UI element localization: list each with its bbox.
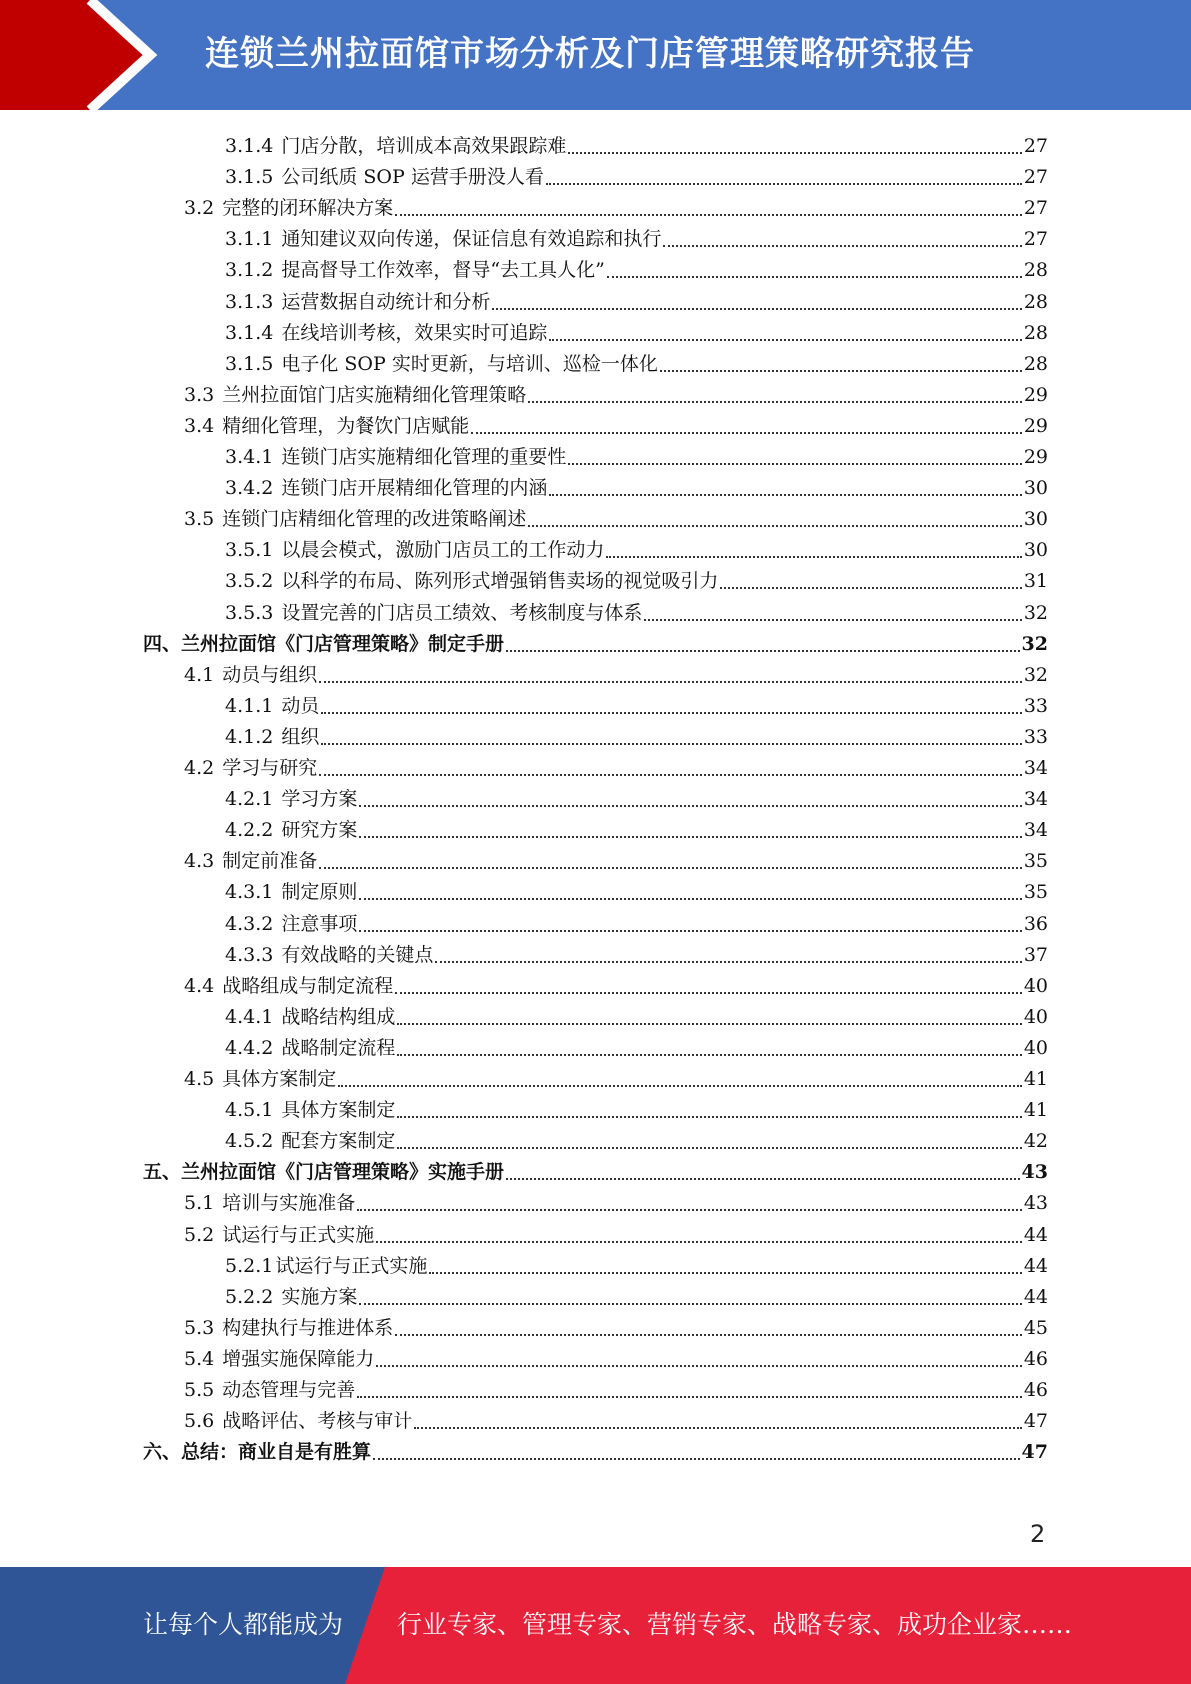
toc-entry-title: 注意事项	[281, 912, 358, 935]
toc-entry[interactable]	[225, 1247, 1048, 1278]
toc-entry-title: 构建执行与推进体系	[222, 1316, 394, 1339]
toc-entry-number: 4.1.2	[225, 725, 274, 748]
toc-entry-number: 4.3.1	[225, 881, 274, 904]
toc-entry-page: 40	[1023, 1036, 1048, 1059]
toc-entry[interactable]	[225, 283, 1048, 314]
toc-entry-number: 5.6	[184, 1410, 215, 1433]
toc-entry-page: 32	[1023, 663, 1048, 686]
toc-entry-number: 3.3	[184, 383, 215, 406]
toc-entry-title: 有效战略的关键点	[281, 943, 434, 966]
toc-entry[interactable]	[225, 905, 1048, 936]
toc-leader-dots	[319, 764, 1022, 776]
toc-entry-page: 47	[1023, 1410, 1048, 1433]
toc-entry-title: 电子化 SOP 实时更新，与培训、巡检一体化	[281, 352, 658, 375]
toc-entry-title: 学习方案	[281, 788, 358, 811]
toc-entry[interactable]	[225, 936, 1048, 967]
toc-entry-number: 五、	[143, 1161, 182, 1184]
toc-entry[interactable]	[184, 376, 1048, 407]
toc-entry-number: 5.5	[184, 1379, 215, 1401]
toc-entry-page: 34	[1023, 788, 1048, 811]
toc-entry-title: 完整的闭环解决方案	[222, 197, 394, 220]
toc-entry-title: 连锁门店实施精细化管理的重要性	[281, 446, 567, 468]
toc-leader-dots	[506, 1168, 1020, 1180]
toc-entry[interactable]	[184, 1060, 1048, 1091]
toc-leader-dots	[395, 204, 1022, 216]
toc-entry-title: 试运行与正式实施	[275, 1254, 428, 1277]
toc-entry[interactable]	[184, 407, 1048, 438]
toc-leader-dots	[319, 671, 1022, 683]
toc-entry[interactable]	[225, 1278, 1048, 1309]
toc-entry-title: 在线培训考核，效果实时可追踪	[281, 321, 548, 344]
toc-entry-page: 28	[1023, 352, 1048, 375]
toc-entry-number: 3.5.3	[225, 601, 274, 624]
toc-entry-title: 连锁门店开展精细化管理的内涵	[281, 477, 548, 500]
toc-entry-title: 制定原则	[281, 881, 358, 904]
toc-entry-page: 27	[1023, 197, 1048, 220]
footer-banner	[0, 1567, 1191, 1684]
toc-entry-page: 43	[1023, 1192, 1048, 1215]
toc-entry-page: 36	[1023, 912, 1048, 935]
toc-entry-page: 44	[1023, 1223, 1048, 1246]
toc-entry[interactable]	[225, 718, 1048, 749]
toc-entry-title: 动态管理与完善	[222, 1379, 356, 1401]
toc-leader-dots	[319, 857, 1022, 869]
toc-entry-page: 27	[1023, 166, 1048, 189]
toc-leader-dots	[492, 298, 1021, 310]
toc-entry[interactable]	[184, 1216, 1048, 1247]
toc-entry-page: 31	[1023, 570, 1048, 593]
toc-leader-dots	[607, 266, 1022, 278]
toc-entry-page: 40	[1023, 974, 1048, 997]
toc-entry-number: 3.1.1	[225, 228, 274, 251]
page-number: 2	[1030, 1520, 1046, 1548]
toc-entry-number: 3.5.1	[225, 539, 274, 562]
toc-leader-dots	[395, 1324, 1022, 1336]
toc-entry[interactable]	[225, 998, 1048, 1029]
header-banner	[0, 0, 1191, 110]
toc-entry-page: 30	[1023, 477, 1048, 500]
toc-leader-dots	[435, 951, 1021, 963]
toc-entry-number: 4.4	[184, 974, 215, 997]
footer-slogan: 让每个人都能成为	[143, 1610, 344, 1639]
toc-entry[interactable]	[225, 1122, 1048, 1153]
toc-entry-number: 3.1.5	[225, 352, 274, 375]
toc-entry-title: 战略制定流程	[281, 1036, 396, 1059]
toc-entry[interactable]	[143, 1433, 1048, 1464]
toc-entry-page: 37	[1023, 943, 1048, 966]
toc-entry-page: 45	[1023, 1316, 1048, 1339]
toc-entry[interactable]	[225, 345, 1048, 376]
toc-entry-title: 门店分散，培训成本高效果跟踪难	[281, 135, 567, 157]
toc-entry-page: 33	[1023, 694, 1048, 717]
toc-entry[interactable]	[225, 314, 1048, 345]
toc-entry[interactable]	[225, 469, 1048, 500]
toc-entry-number: 3.1.3	[225, 290, 274, 313]
toc-entry[interactable]	[184, 1309, 1048, 1340]
toc-entry-page: 35	[1023, 881, 1048, 904]
toc-entry-number: 5.3	[184, 1316, 215, 1339]
toc-leader-dots	[373, 1448, 1020, 1460]
toc-entry[interactable]	[225, 251, 1048, 282]
toc-entry-title: 以科学的布局、陈列形式增强销售卖场的视觉吸引力	[281, 570, 719, 593]
toc-entry[interactable]	[184, 189, 1048, 220]
toc-entry[interactable]	[225, 687, 1048, 718]
toc-leader-dots	[506, 640, 1020, 652]
toc-entry-page: 44	[1023, 1285, 1048, 1308]
toc-entry-title: 实施方案	[281, 1285, 358, 1308]
toc-entry-page: 34	[1023, 757, 1048, 779]
toc-leader-dots	[546, 173, 1022, 185]
toc-entry[interactable]	[225, 780, 1048, 811]
toc-entry-number: 4.2	[184, 757, 215, 779]
toc-entry-page: 28	[1023, 259, 1048, 282]
toc-entry-number: 5.2	[184, 1223, 215, 1246]
toc-entry-page: 33	[1023, 725, 1048, 748]
toc-leader-dots	[397, 1044, 1021, 1056]
toc-entry-number: 4.2.1	[225, 788, 274, 811]
toc-entry-number: 3.4	[184, 414, 215, 437]
toc-entry-title: 战略评估、考核与审计	[222, 1410, 413, 1433]
toc-entry-number: 4.5.2	[225, 1130, 274, 1153]
toc-entry-number: 3.5	[184, 508, 215, 531]
toc-entry-title: 配套方案制定	[281, 1130, 396, 1153]
toc-entry-page: 41	[1023, 1099, 1048, 1122]
toc-leader-dots	[359, 1293, 1021, 1305]
toc-entry-number: 3.2	[184, 197, 215, 220]
toc-entry-title: 连锁门店精细化管理的改进策略阐述	[222, 508, 527, 531]
toc-entry[interactable]	[225, 1091, 1048, 1122]
toc-entry[interactable]	[184, 749, 1048, 780]
toc-entry-number: 5.4	[184, 1347, 215, 1370]
toc-leader-dots	[376, 1355, 1022, 1367]
toc-entry[interactable]	[184, 967, 1048, 998]
toc-leader-dots	[549, 329, 1021, 341]
toc-entry-number: 4.3	[184, 850, 215, 873]
toc-leader-dots	[338, 1075, 1022, 1087]
toc-entry-page: 29	[1023, 446, 1048, 468]
toc-leader-dots	[606, 546, 1021, 558]
toc-entry-page: 32	[1023, 601, 1048, 624]
toc-entry-number: 3.1.5	[225, 166, 274, 189]
toc-leader-dots	[357, 1199, 1022, 1211]
toc-entry-number: 六、	[143, 1441, 182, 1464]
toc-entry-page: 42	[1023, 1130, 1048, 1153]
toc-entry-page: 28	[1023, 321, 1048, 344]
toc-entry-title: 研究方案	[281, 819, 358, 842]
toc-entry-number: 4.5.1	[225, 1099, 274, 1122]
toc-entry-title: 以晨会模式，激励门店员工的工作动力	[281, 539, 605, 562]
toc-entry-title: 具体方案制定	[281, 1099, 396, 1122]
toc-leader-dots	[395, 982, 1022, 994]
toc-entry-title: 动员	[281, 694, 320, 717]
toc-entry-page: 41	[1023, 1068, 1048, 1090]
toc-entry-title: 通知建议双向传递，保证信息有效追踪和执行	[281, 228, 662, 251]
toc-entry-title: 提高督导工作效率，督导“去工具人化”	[281, 259, 605, 282]
toc-entry[interactable]	[225, 220, 1048, 251]
toc-entry[interactable]	[225, 873, 1048, 904]
toc-entry-title: 总结：商业自是有胜算	[181, 1441, 372, 1464]
toc-leader-dots	[357, 1386, 1022, 1398]
toc-leader-dots	[549, 484, 1021, 496]
toc-entry-page: 46	[1023, 1347, 1048, 1370]
toc-entry[interactable]	[184, 1402, 1048, 1433]
toc-entry-title: 公司纸质 SOP 运营手册没人看	[281, 166, 544, 189]
toc-entry-number: 5.2.2	[225, 1285, 274, 1308]
toc-entry[interactable]	[143, 625, 1048, 656]
toc-entry-title: 增强实施保障能力	[222, 1347, 375, 1370]
toc-leader-dots	[568, 142, 1021, 154]
toc-entry[interactable]	[225, 127, 1048, 158]
toc-entry-number: 3.5.2	[225, 570, 274, 593]
toc-entry[interactable]	[225, 438, 1048, 469]
toc-entry-page: 35	[1023, 850, 1048, 873]
toc-entry[interactable]	[225, 811, 1048, 842]
toc-entry-number: 5.1	[184, 1192, 215, 1215]
toc-entry-page: 30	[1023, 508, 1048, 531]
footer-roles: 行业专家、管理专家、营销专家、战略专家、成功企业家……	[397, 1610, 1073, 1639]
toc-entry-number: 3.4.2	[225, 477, 274, 500]
toc-entry-page: 34	[1023, 819, 1048, 842]
toc-entry-page: 44	[1023, 1254, 1048, 1277]
toc-entry[interactable]	[225, 158, 1048, 189]
toc-leader-dots	[359, 795, 1021, 807]
toc-entry-title: 动员与组织	[222, 663, 318, 686]
toc-entry-title: 制定前准备	[222, 850, 318, 873]
toc-entry-number: 4.1.1	[225, 694, 274, 717]
toc-entry-number: 4.2.2	[225, 819, 274, 842]
report-title: 连锁兰州拉面馆市场分析及门店管理策略研究报告	[205, 34, 975, 74]
toc-entry-page: 46	[1023, 1379, 1048, 1401]
toc-leader-dots	[321, 733, 1021, 745]
toc-entry-title: 培训与实施准备	[222, 1192, 356, 1215]
toc-entry-page: 43	[1021, 1161, 1048, 1184]
toc-entry-number: 四、	[143, 632, 182, 655]
toc-entry-title: 试运行与正式实施	[222, 1223, 375, 1246]
toc-entry-number: 4.5	[184, 1068, 215, 1090]
toc-entry-page: 27	[1023, 135, 1048, 157]
toc-entry-page: 32	[1021, 632, 1048, 655]
toc-leader-dots	[359, 920, 1021, 932]
toc-entry-number: 4.3.3	[225, 943, 274, 966]
toc-entry[interactable]	[225, 594, 1048, 625]
toc-entry-page: 30	[1023, 539, 1048, 562]
toc-entry-page: 27	[1023, 228, 1048, 251]
toc-entry-title: 组织	[281, 725, 320, 748]
toc-entry-page: 40	[1023, 1005, 1048, 1028]
toc-entry-page: 47	[1021, 1441, 1048, 1464]
toc-leader-dots	[359, 888, 1021, 900]
toc-entry[interactable]	[184, 656, 1048, 687]
toc-entry-number: 5.2.1	[225, 1254, 274, 1277]
toc-leader-dots	[321, 702, 1021, 714]
toc-leader-dots	[359, 826, 1021, 838]
toc-leader-dots	[397, 1013, 1021, 1025]
toc-entry[interactable]	[184, 1184, 1048, 1215]
toc-leader-dots	[720, 577, 1021, 589]
toc-entry[interactable]	[184, 842, 1048, 873]
toc-entry[interactable]	[184, 500, 1048, 531]
toc-entry-title: 设置完善的门店员工绩效、考核制度与体系	[281, 601, 643, 624]
toc-entry[interactable]	[225, 531, 1048, 562]
toc-entry-title: 运营数据自动统计和分析	[281, 290, 491, 313]
toc-leader-dots	[429, 1262, 1021, 1274]
toc-leader-dots	[471, 422, 1022, 434]
toc-leader-dots	[397, 1137, 1021, 1149]
toc-entry[interactable]	[184, 1371, 1048, 1402]
toc-entry-title: 战略组成与制定流程	[222, 974, 394, 997]
toc-entry-title: 兰州拉面馆《门店管理策略》制定手册	[181, 632, 505, 655]
toc-entry[interactable]	[184, 1340, 1048, 1371]
toc-entry-title: 兰州拉面馆《门店管理策略》实施手册	[181, 1161, 505, 1184]
toc-entry-number: 4.3.2	[225, 912, 274, 935]
toc-entry-title: 战略结构组成	[281, 1005, 396, 1028]
toc-entry-title: 具体方案制定	[222, 1068, 337, 1090]
toc-entry[interactable]	[143, 1153, 1048, 1184]
toc-entry-number: 3.1.2	[225, 259, 274, 282]
toc-entry-number: 4.4.2	[225, 1036, 274, 1059]
toc-entry-page: 29	[1023, 383, 1048, 406]
toc-entry-page: 28	[1023, 290, 1048, 313]
toc-entry-number: 3.1.4	[225, 135, 274, 157]
toc-entry-number: 3.4.1	[225, 446, 274, 468]
toc-leader-dots	[660, 360, 1022, 372]
toc-leader-dots	[376, 1231, 1022, 1243]
toc-leader-dots	[414, 1417, 1022, 1429]
toc-leader-dots	[644, 609, 1021, 621]
toc-entry-page: 29	[1023, 414, 1048, 437]
toc-entry-title: 精细化管理，为餐饮门店赋能	[222, 414, 470, 437]
toc-leader-dots	[528, 391, 1022, 403]
toc-leader-dots	[397, 1106, 1021, 1118]
toc-leader-dots	[528, 515, 1022, 527]
toc-entry[interactable]	[225, 1029, 1048, 1060]
toc-entry-title: 学习与研究	[222, 757, 318, 779]
toc-entry-number: 4.4.1	[225, 1005, 274, 1028]
toc-entry-number: 4.1	[184, 663, 215, 686]
toc-entry[interactable]	[225, 562, 1048, 593]
toc-leader-dots	[663, 235, 1021, 247]
toc-entry-title: 兰州拉面馆门店实施精细化管理策略	[222, 383, 527, 406]
toc-leader-dots	[568, 453, 1021, 465]
toc-entry-number: 3.1.4	[225, 321, 274, 344]
